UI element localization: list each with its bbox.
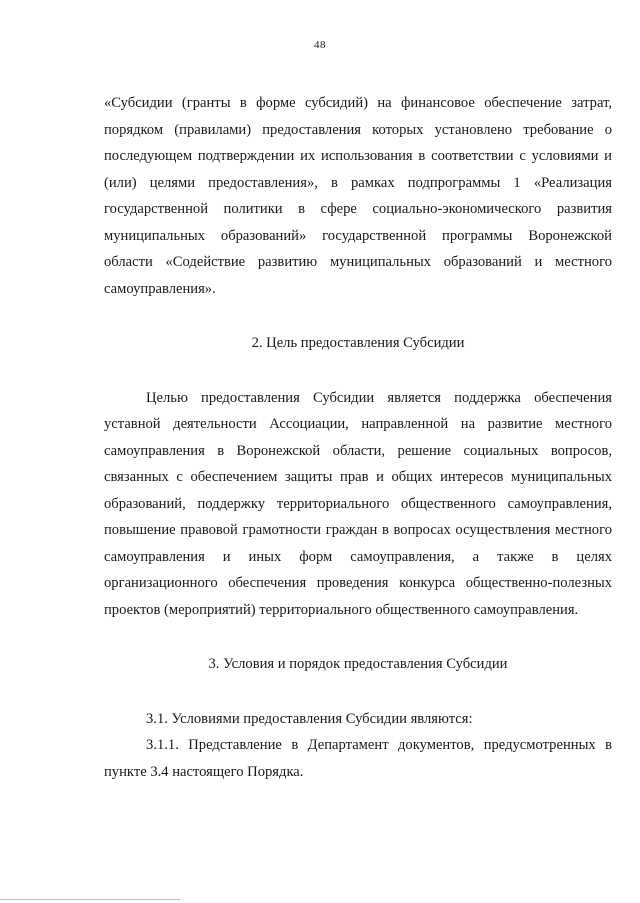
item-3-1: 3.1. Условиями предоставления Субсидии являются:	[146, 710, 473, 727]
bottom-scan-edge	[0, 899, 180, 900]
purpose-paragraph: Целью предоставления Субсидии является поддержка обеспечения уставной деятельности Ассоциации, направленной на развитие местного самоуправления в Воронежской области, решение социальных вопросов, связанных с обеспечением защиты прав и общих интересов муниципальных образований, поддержку территориального общественного самоуправления, повышение правовой грамотности граждан в вопросах осуществления местного самоуправления и иных форм самоуправления, а также в целях организационного обеспечения проведения конкурса общественно-полезных проектов (мероприятий) территориального общественного самоуправления.	[104, 389, 612, 618]
page-number: 48	[314, 39, 326, 51]
section-2-heading: 2. Цель предоставления Субсидии	[251, 335, 465, 351]
section-3-heading: 3. Условия и порядок предоставления Субсидии	[208, 656, 508, 672]
intro-paragraph: «Субсидии (гранты в форме субсидий) на финансовое обеспечение затрат, порядком (правилами) предоставления которых установлено требование о последующем подтверждении их использования в соответствии с условиями и (или) целями предоставления», в рамках подпрограммы 1 «Реализация государственной политики в сфере социально-экономического развития муниципальных образований» государственной программы Воронежской области «Содействие развитию муниципальных образований и местного самоуправления».	[104, 95, 612, 297]
item-3-1-1: 3.1.1. Представление в Департамент документов, предусмотренных в пункте 3.4 настоящего Порядка.	[104, 737, 612, 780]
document-body	[104, 90, 612, 785]
